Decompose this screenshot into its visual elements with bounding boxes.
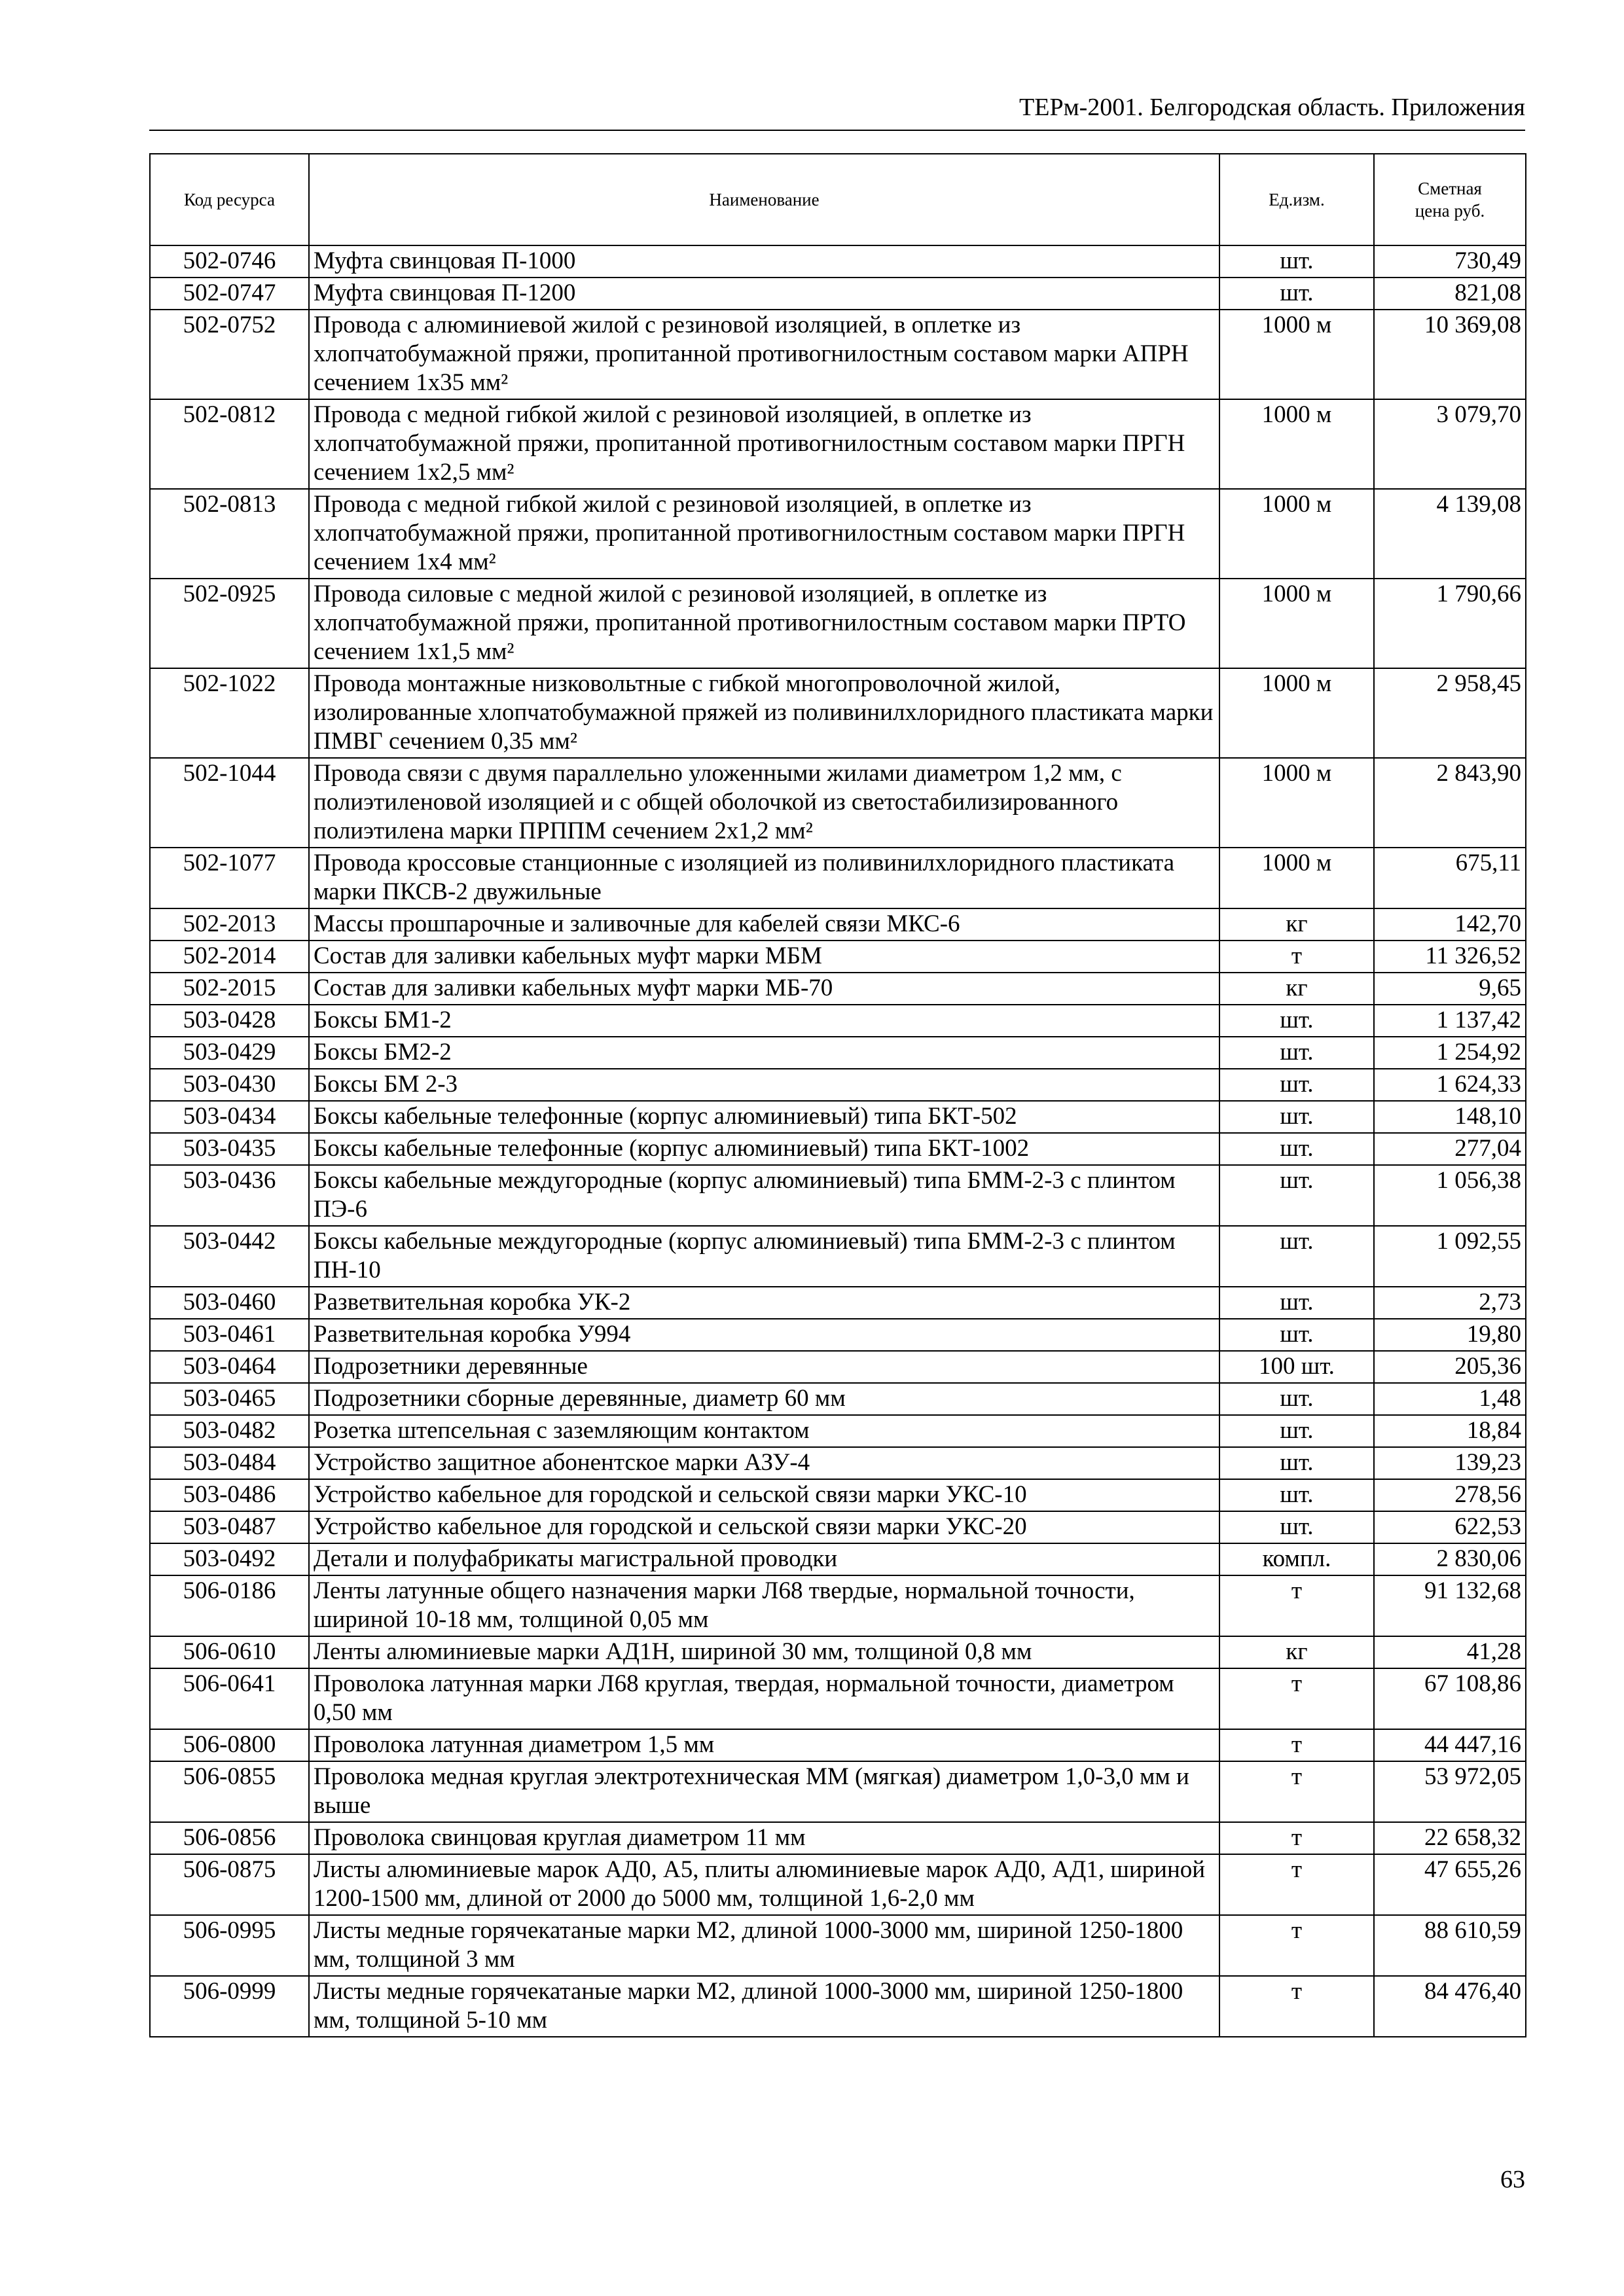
cell-unit: т bbox=[1219, 1729, 1374, 1761]
cell-price: 41,28 bbox=[1374, 1636, 1526, 1668]
cell-name: Розетка штепсельная с заземляющим контактом bbox=[309, 1415, 1219, 1447]
table-row bbox=[150, 1729, 1526, 1761]
cell-code: 503-0461 bbox=[150, 1319, 309, 1351]
cell-unit: 1000 м bbox=[1219, 399, 1374, 489]
cell-name: Провода силовые с медной жилой с резиновой изоляцией, в оплетке из хлопчатобумажной пряжи, пропитанной противогнилостным составом марки ПРТО сечением 1х1,5 мм² bbox=[309, 579, 1219, 668]
cell-price: 2 958,45 bbox=[1374, 668, 1526, 758]
table-row bbox=[150, 758, 1526, 848]
table-row bbox=[150, 1165, 1526, 1226]
table-row bbox=[150, 1976, 1526, 2037]
cell-code: 503-0465 bbox=[150, 1383, 309, 1415]
page-number: 63 bbox=[1500, 2166, 1525, 2193]
table-body bbox=[150, 245, 1526, 2037]
table-row bbox=[150, 310, 1526, 399]
cell-code: 503-0486 bbox=[150, 1479, 309, 1511]
table-row bbox=[150, 399, 1526, 489]
cell-code: 503-0487 bbox=[150, 1511, 309, 1543]
cell-name: Проволока латунная марки Л68 круглая, твердая, нормальной точности, диаметром 0,50 мм bbox=[309, 1668, 1219, 1729]
cell-unit: шт. bbox=[1219, 1226, 1374, 1287]
cell-unit: кг bbox=[1219, 908, 1374, 941]
table-row bbox=[150, 1543, 1526, 1575]
cell-name: Провода с медной гибкой жилой с резиновой изоляцией, в оплетке из хлопчатобумажной пряжи, пропитанной противогнилостным составом марки ПРГН сечением 1х4 мм² bbox=[309, 489, 1219, 579]
cell-code: 503-0442 bbox=[150, 1226, 309, 1287]
cell-name: Боксы кабельные междугородные (корпус алюминиевый) типа БММ-2-3 с плинтом ПЭ-6 bbox=[309, 1165, 1219, 1226]
cell-name: Провода с алюминиевой жилой с резиновой изоляцией, в оплетке из хлопчатобумажной пряжи, пропитанной противогнилостным составом марки АПРН сечением 1х35 мм² bbox=[309, 310, 1219, 399]
cell-name: Боксы БМ1-2 bbox=[309, 1005, 1219, 1037]
cell-unit: 1000 м bbox=[1219, 758, 1374, 848]
cell-code: 502-0813 bbox=[150, 489, 309, 579]
cell-name: Провода связи с двумя параллельно уложенными жилами диаметром 1,2 мм, с полиэтиленовой изоляцией и с общей оболочкой из светостабилизированного полиэтилена марки ПРППМ сечением 2х1,2 мм² bbox=[309, 758, 1219, 848]
cell-unit: шт. bbox=[1219, 1287, 1374, 1319]
cell-code: 506-0610 bbox=[150, 1636, 309, 1668]
cell-name: Разветвительная коробка У994 bbox=[309, 1319, 1219, 1351]
cell-price: 622,53 bbox=[1374, 1511, 1526, 1543]
cell-price: 11 326,52 bbox=[1374, 941, 1526, 973]
cell-name: Подрозетники сборные деревянные, диаметр 60 мм bbox=[309, 1383, 1219, 1415]
cell-unit: шт. bbox=[1219, 1133, 1374, 1165]
cell-price: 84 476,40 bbox=[1374, 1976, 1526, 2037]
table-row bbox=[150, 1069, 1526, 1101]
cell-unit: 100 шт. bbox=[1219, 1351, 1374, 1383]
cell-price: 278,56 bbox=[1374, 1479, 1526, 1511]
cell-price: 148,10 bbox=[1374, 1101, 1526, 1133]
table-row bbox=[150, 1226, 1526, 1287]
cell-name: Муфта свинцовая П-1000 bbox=[309, 245, 1219, 278]
cell-price: 44 447,16 bbox=[1374, 1729, 1526, 1761]
cell-price: 19,80 bbox=[1374, 1319, 1526, 1351]
cell-name: Проволока медная круглая электротехническая ММ (мягкая) диаметром 1,0-3,0 мм и выше bbox=[309, 1761, 1219, 1822]
cell-unit: шт. bbox=[1219, 1447, 1374, 1479]
cell-unit: компл. bbox=[1219, 1543, 1374, 1575]
cell-name: Проволока свинцовая круглая диаметром 11 мм bbox=[309, 1822, 1219, 1854]
table-row bbox=[150, 1383, 1526, 1415]
cell-price: 1 137,42 bbox=[1374, 1005, 1526, 1037]
cell-name: Листы алюминиевые марок АД0, А5, плиты алюминиевые марок АД0, АД1, шириной 1200-1500 мм, длиной от 2000 до 5000 мм, толщиной 1,6-2,0 мм bbox=[309, 1854, 1219, 1915]
cell-code: 506-0641 bbox=[150, 1668, 309, 1729]
cell-price: 675,11 bbox=[1374, 848, 1526, 908]
table-row bbox=[150, 973, 1526, 1005]
cell-price: 1 056,38 bbox=[1374, 1165, 1526, 1226]
cell-unit: шт. bbox=[1219, 278, 1374, 310]
table-row bbox=[150, 1133, 1526, 1165]
cell-price: 10 369,08 bbox=[1374, 310, 1526, 399]
cell-code: 506-0855 bbox=[150, 1761, 309, 1822]
cell-code: 503-0435 bbox=[150, 1133, 309, 1165]
cell-unit: т bbox=[1219, 941, 1374, 973]
cell-code: 503-0492 bbox=[150, 1543, 309, 1575]
cell-unit: т bbox=[1219, 1854, 1374, 1915]
cell-unit: шт. bbox=[1219, 1383, 1374, 1415]
cell-unit: шт. bbox=[1219, 1479, 1374, 1511]
table-row bbox=[150, 1415, 1526, 1447]
cell-price: 1 092,55 bbox=[1374, 1226, 1526, 1287]
cell-unit: 1000 м bbox=[1219, 489, 1374, 579]
cell-name: Устройство кабельное для городской и сельской связи марки УКС-20 bbox=[309, 1511, 1219, 1543]
table-row bbox=[150, 1822, 1526, 1854]
table-row bbox=[150, 1636, 1526, 1668]
table-row bbox=[150, 1854, 1526, 1915]
table-row bbox=[150, 579, 1526, 668]
cell-price: 18,84 bbox=[1374, 1415, 1526, 1447]
table-row bbox=[150, 1319, 1526, 1351]
cell-code: 503-0429 bbox=[150, 1037, 309, 1069]
cell-name: Провода монтажные низковольтные с гибкой многопроволочной жилой, изолированные хлопчатобумажной пряжей из поливинилхлоридного пластиката марки ПМВГ сечением 0,35 мм² bbox=[309, 668, 1219, 758]
cell-price: 3 079,70 bbox=[1374, 399, 1526, 489]
cell-name: Устройство защитное абонентское марки АЗУ-4 bbox=[309, 1447, 1219, 1479]
cell-price: 1 790,66 bbox=[1374, 579, 1526, 668]
column-header-price-label: Сметная цена руб. bbox=[1415, 179, 1485, 221]
cell-code: 502-2014 bbox=[150, 941, 309, 973]
cell-name: Боксы БМ2-2 bbox=[309, 1037, 1219, 1069]
cell-name: Боксы кабельные телефонные (корпус алюминиевый) типа БКТ-1002 bbox=[309, 1133, 1219, 1165]
cell-price: 53 972,05 bbox=[1374, 1761, 1526, 1822]
cell-name: Боксы кабельные телефонные (корпус алюминиевый) типа БКТ-502 bbox=[309, 1101, 1219, 1133]
cell-code: 502-1077 bbox=[150, 848, 309, 908]
table-row bbox=[150, 1287, 1526, 1319]
cell-code: 502-1044 bbox=[150, 758, 309, 848]
cell-unit: шт. bbox=[1219, 245, 1374, 278]
cell-unit: т bbox=[1219, 1761, 1374, 1822]
table-row bbox=[150, 1037, 1526, 1069]
cell-name: Муфта свинцовая П-1200 bbox=[309, 278, 1219, 310]
cell-name: Проволока латунная диаметром 1,5 мм bbox=[309, 1729, 1219, 1761]
cell-price: 9,65 bbox=[1374, 973, 1526, 1005]
table-row bbox=[150, 278, 1526, 310]
cell-name: Устройство кабельное для городской и сельской связи марки УКС-10 bbox=[309, 1479, 1219, 1511]
cell-name: Массы прошпарочные и заливочные для кабелей связи МКС-6 bbox=[309, 908, 1219, 941]
cell-price: 1 254,92 bbox=[1374, 1037, 1526, 1069]
cell-code: 503-0434 bbox=[150, 1101, 309, 1133]
cell-price: 277,04 bbox=[1374, 1133, 1526, 1165]
column-header-name: Наименование bbox=[309, 154, 1219, 245]
cell-name: Ленты алюминиевые марки АД1Н, шириной 30 мм, толщиной 0,8 мм bbox=[309, 1636, 1219, 1668]
cell-price: 67 108,86 bbox=[1374, 1668, 1526, 1729]
cell-price: 2,73 bbox=[1374, 1287, 1526, 1319]
cell-code: 502-0925 bbox=[150, 579, 309, 668]
cell-code: 503-0464 bbox=[150, 1351, 309, 1383]
cell-unit: т bbox=[1219, 1822, 1374, 1854]
cell-name: Боксы БМ 2-3 bbox=[309, 1069, 1219, 1101]
table-row bbox=[150, 1575, 1526, 1636]
cell-code: 502-2015 bbox=[150, 973, 309, 1005]
cell-unit: шт. bbox=[1219, 1165, 1374, 1226]
table-row bbox=[150, 1511, 1526, 1543]
table-row bbox=[150, 1005, 1526, 1037]
cell-name: Провода с медной гибкой жилой с резиновой изоляцией, в оплетке из хлопчатобумажной пряжи, пропитанной противогнилостным составом марки ПРГН сечением 1х2,5 мм² bbox=[309, 399, 1219, 489]
cell-unit: шт. bbox=[1219, 1319, 1374, 1351]
cell-unit: т bbox=[1219, 1915, 1374, 1976]
cell-name: Ленты латунные общего назначения марки Л68 твердые, нормальной точности, шириной 10-18 мм, толщиной 0,05 мм bbox=[309, 1575, 1219, 1636]
cell-name: Боксы кабельные междугородные (корпус алюминиевый) типа БММ-2-3 с плинтом ПН-10 bbox=[309, 1226, 1219, 1287]
table-row bbox=[150, 668, 1526, 758]
table-row bbox=[150, 1447, 1526, 1479]
cell-unit: шт. bbox=[1219, 1005, 1374, 1037]
table-row bbox=[150, 245, 1526, 278]
column-header-price bbox=[1374, 154, 1526, 245]
resource-price-table bbox=[149, 153, 1526, 2037]
cell-price: 4 139,08 bbox=[1374, 489, 1526, 579]
cell-name: Провода кроссовые станционные с изоляцией из поливинилхлоридного пластиката марки ПКСВ-2 двужильные bbox=[309, 848, 1219, 908]
cell-code: 506-0995 bbox=[150, 1915, 309, 1976]
cell-price: 1,48 bbox=[1374, 1383, 1526, 1415]
cell-price: 730,49 bbox=[1374, 245, 1526, 278]
document-header-title: ТЕРм-2001. Белгородская область. Приложения bbox=[1019, 94, 1525, 121]
cell-unit: т bbox=[1219, 1976, 1374, 2037]
cell-unit: шт. bbox=[1219, 1101, 1374, 1133]
cell-price: 91 132,68 bbox=[1374, 1575, 1526, 1636]
table-row bbox=[150, 1761, 1526, 1822]
cell-price: 47 655,26 bbox=[1374, 1854, 1526, 1915]
cell-code: 502-0747 bbox=[150, 278, 309, 310]
cell-unit: шт. bbox=[1219, 1511, 1374, 1543]
cell-unit: шт. bbox=[1219, 1415, 1374, 1447]
cell-price: 1 624,33 bbox=[1374, 1069, 1526, 1101]
cell-code: 502-2013 bbox=[150, 908, 309, 941]
cell-name: Разветвительная коробка УК-2 bbox=[309, 1287, 1219, 1319]
table-row bbox=[150, 941, 1526, 973]
cell-code: 503-0482 bbox=[150, 1415, 309, 1447]
cell-unit: 1000 м bbox=[1219, 579, 1374, 668]
cell-code: 506-0186 bbox=[150, 1575, 309, 1636]
table-row bbox=[150, 848, 1526, 908]
cell-price: 2 843,90 bbox=[1374, 758, 1526, 848]
cell-code: 503-0484 bbox=[150, 1447, 309, 1479]
table-row bbox=[150, 1479, 1526, 1511]
cell-price: 2 830,06 bbox=[1374, 1543, 1526, 1575]
table-row bbox=[150, 1351, 1526, 1383]
cell-unit: кг bbox=[1219, 1636, 1374, 1668]
table-row bbox=[150, 1101, 1526, 1133]
cell-unit: 1000 м bbox=[1219, 668, 1374, 758]
table-header-row bbox=[150, 154, 1526, 245]
cell-price: 139,23 bbox=[1374, 1447, 1526, 1479]
cell-unit: 1000 м bbox=[1219, 848, 1374, 908]
cell-unit: 1000 м bbox=[1219, 310, 1374, 399]
table-row bbox=[150, 1915, 1526, 1976]
cell-unit: шт. bbox=[1219, 1037, 1374, 1069]
cell-price: 205,36 bbox=[1374, 1351, 1526, 1383]
cell-code: 506-0875 bbox=[150, 1854, 309, 1915]
header-divider bbox=[149, 130, 1525, 131]
cell-name: Состав для заливки кабельных муфт марки МБМ bbox=[309, 941, 1219, 973]
cell-code: 503-0460 bbox=[150, 1287, 309, 1319]
cell-code: 502-1022 bbox=[150, 668, 309, 758]
cell-price: 88 610,59 bbox=[1374, 1915, 1526, 1976]
cell-unit: т bbox=[1219, 1575, 1374, 1636]
cell-price: 22 658,32 bbox=[1374, 1822, 1526, 1854]
cell-code: 506-0856 bbox=[150, 1822, 309, 1854]
cell-name: Детали и полуфабрикаты магистральной проводки bbox=[309, 1543, 1219, 1575]
column-header-code: Код ресурса bbox=[150, 154, 309, 245]
column-header-unit: Ед.изм. bbox=[1219, 154, 1374, 245]
cell-unit: кг bbox=[1219, 973, 1374, 1005]
table-row bbox=[150, 489, 1526, 579]
cell-code: 503-0428 bbox=[150, 1005, 309, 1037]
cell-code: 506-0999 bbox=[150, 1976, 309, 2037]
cell-unit: шт. bbox=[1219, 1069, 1374, 1101]
table-row bbox=[150, 908, 1526, 941]
cell-code: 503-0430 bbox=[150, 1069, 309, 1101]
cell-name: Подрозетники деревянные bbox=[309, 1351, 1219, 1383]
cell-unit: т bbox=[1219, 1668, 1374, 1729]
cell-code: 502-0812 bbox=[150, 399, 309, 489]
cell-price: 821,08 bbox=[1374, 278, 1526, 310]
cell-name: Состав для заливки кабельных муфт марки МБ-70 bbox=[309, 973, 1219, 1005]
cell-name: Листы медные горячекатаные марки М2, длиной 1000-3000 мм, шириной 1250-1800 мм, толщиной 3 мм bbox=[309, 1915, 1219, 1976]
cell-name: Листы медные горячекатаные марки М2, длиной 1000-3000 мм, шириной 1250-1800 мм, толщиной 5-10 мм bbox=[309, 1976, 1219, 2037]
cell-code: 502-0752 bbox=[150, 310, 309, 399]
cell-price: 142,70 bbox=[1374, 908, 1526, 941]
cell-code: 506-0800 bbox=[150, 1729, 309, 1761]
table-row bbox=[150, 1668, 1526, 1729]
cell-code: 502-0746 bbox=[150, 245, 309, 278]
cell-code: 503-0436 bbox=[150, 1165, 309, 1226]
